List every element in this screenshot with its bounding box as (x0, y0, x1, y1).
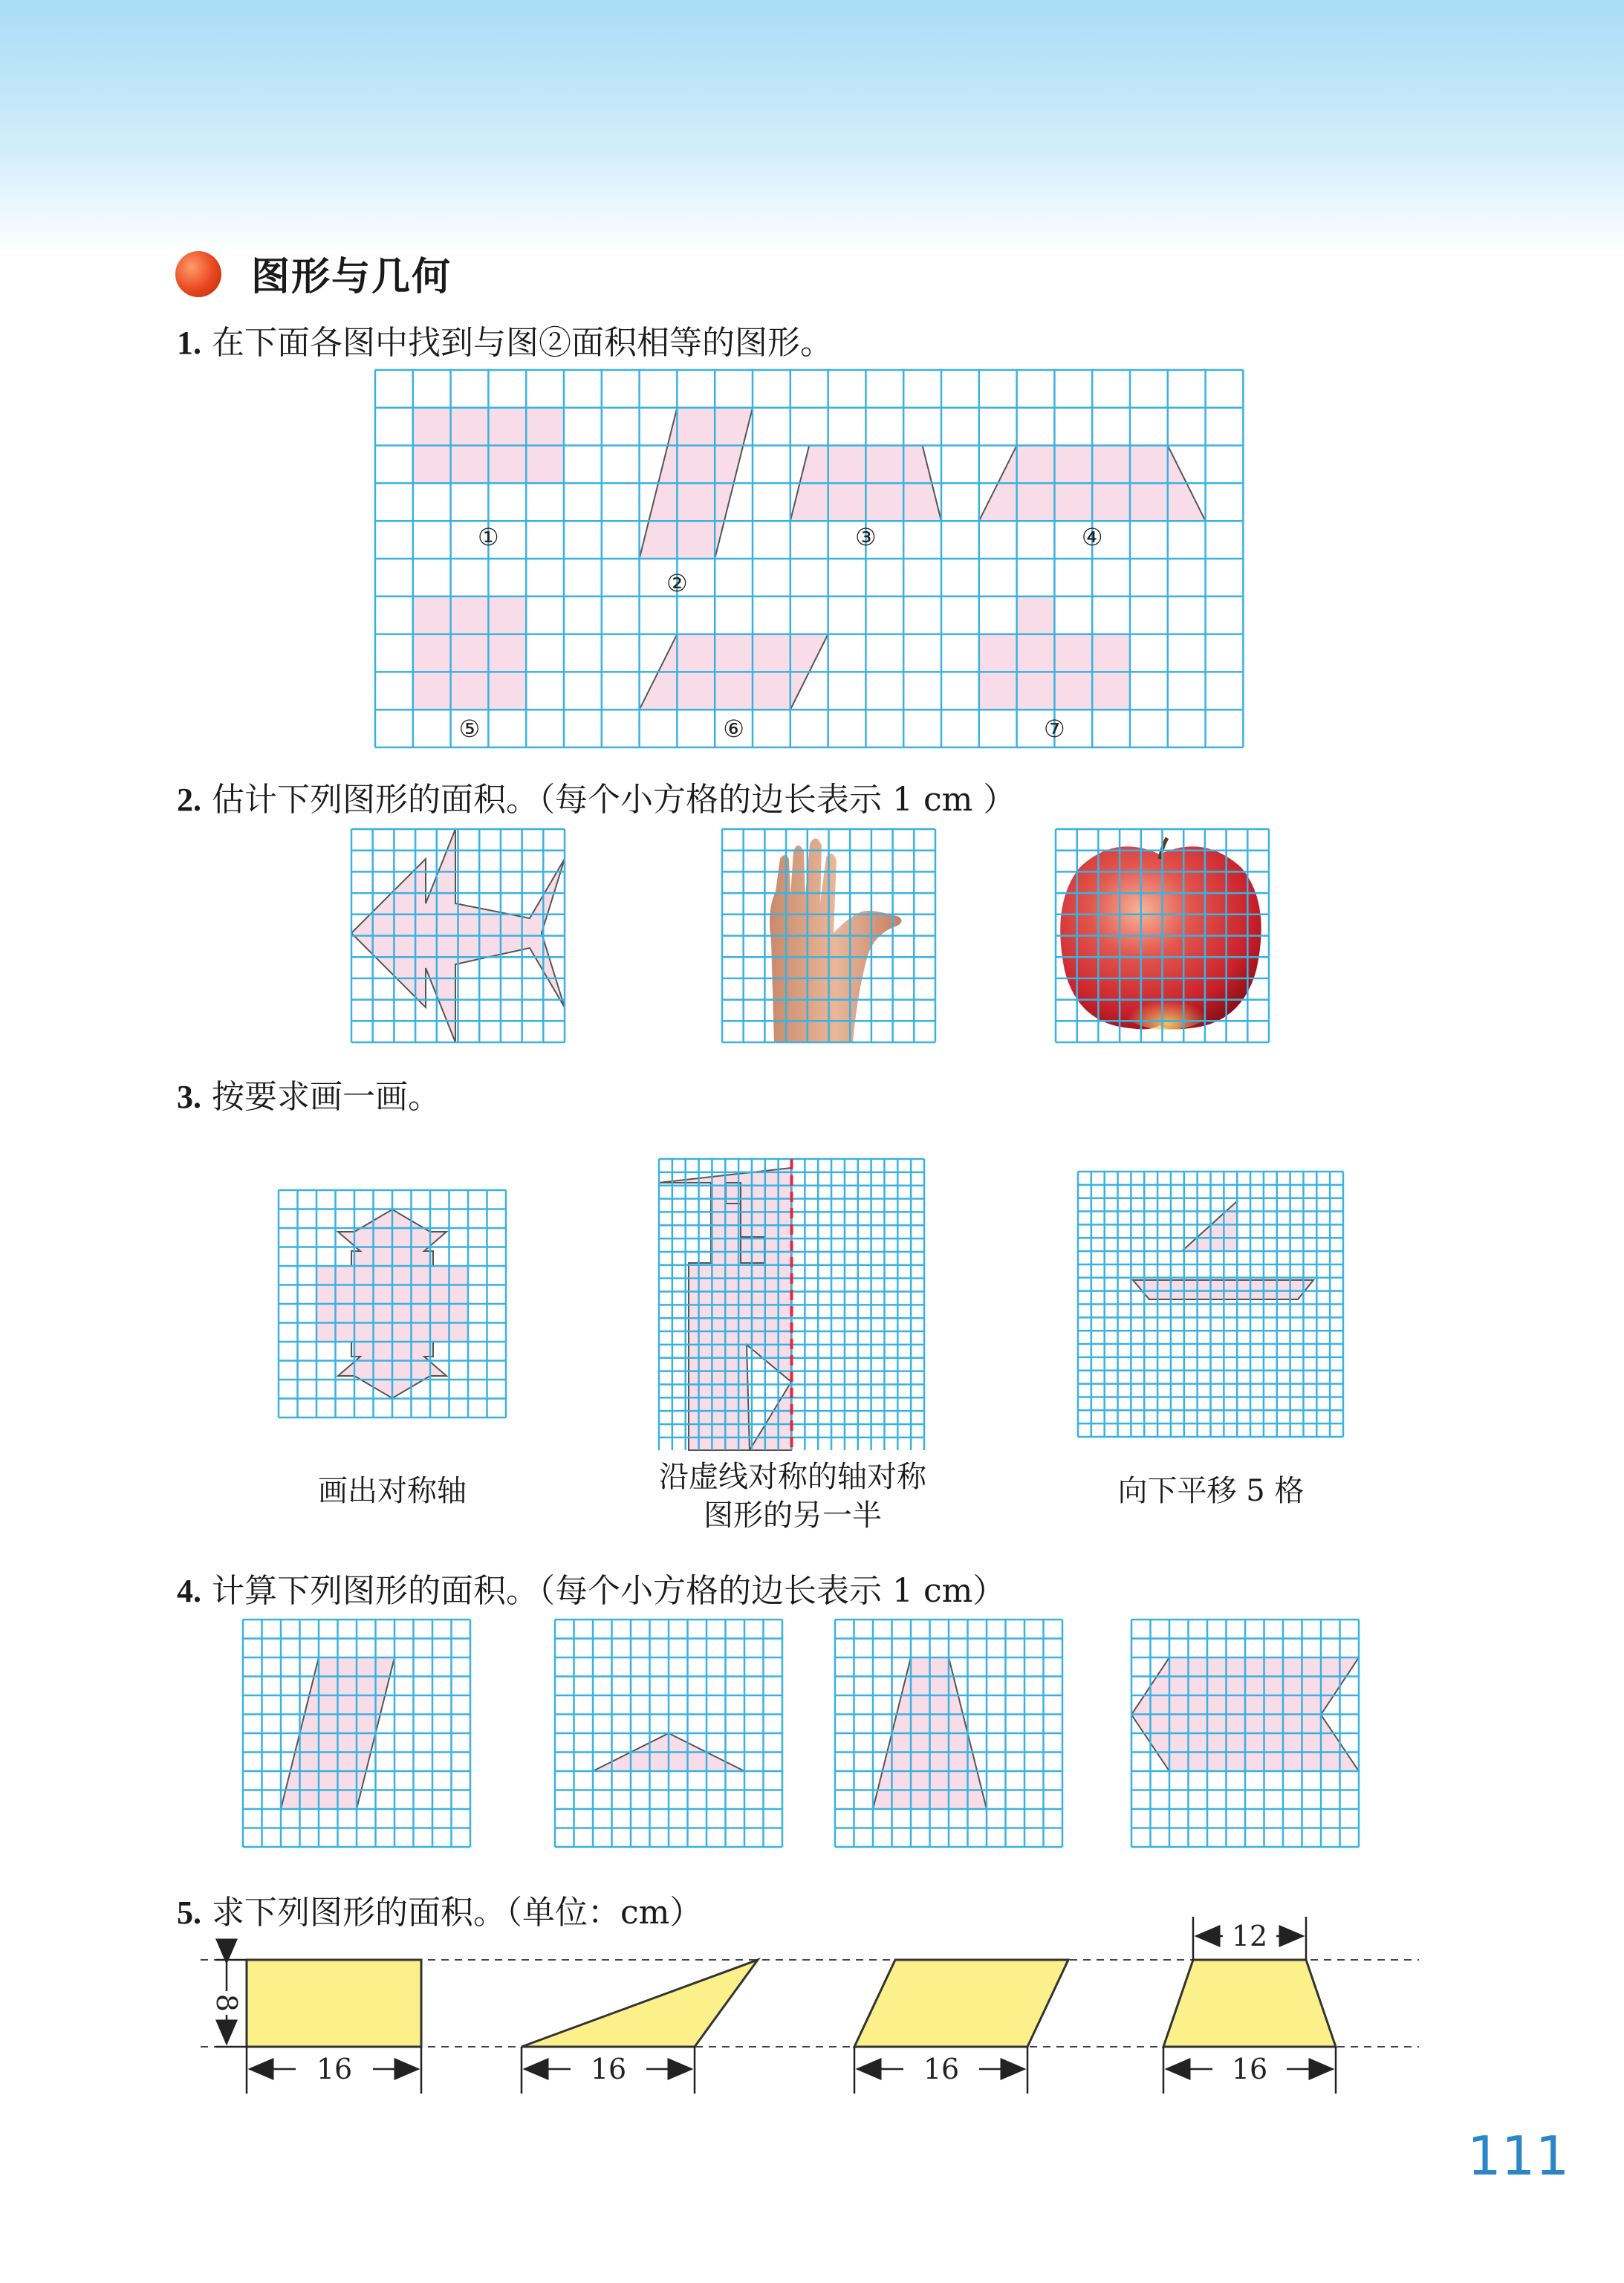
section-title: 图形与几何 (251, 255, 452, 299)
question-2-number: 2. (177, 782, 201, 818)
q5-trapezoid (1163, 1960, 1336, 2047)
hand-gridlines (722, 829, 935, 1042)
question-1-number: 1. (177, 325, 201, 361)
base-label-4: 16 (1231, 2053, 1268, 2085)
q3-half-figure (659, 1159, 924, 1450)
question-3 (177, 1070, 441, 1117)
q4-figure-1 (243, 1620, 470, 1847)
label-5: ⑤ (458, 715, 481, 743)
label-2: ② (666, 569, 688, 597)
label-1: ① (478, 523, 499, 551)
question-1 (177, 316, 833, 363)
q5-figures (201, 1917, 1434, 2102)
q4-figure-2 (555, 1620, 782, 1847)
question-2-text: 估计下列图形的面积。（每个小方格的边长表示 1 cm ） (212, 781, 1016, 819)
q5-rectangle (247, 1960, 421, 2047)
question-1-text: 在下面各图中找到与图②面积相等的图形。 (212, 324, 833, 362)
label-6: ⑥ (723, 715, 744, 743)
q4-figure-4 (1131, 1620, 1359, 1847)
fish-gridlines (351, 829, 565, 1042)
caption-translate-down: 向下平移 5 格 (1117, 1474, 1305, 1508)
base-label-3: 16 (923, 2053, 960, 2085)
top-label: 12 (1231, 1920, 1268, 1952)
base-label-2: 16 (590, 2053, 627, 2085)
shape-5-square (413, 597, 526, 709)
caption-draw-axis: 画出对称轴 (318, 1474, 467, 1508)
header-band (0, 0, 1624, 253)
question-5-text: 求下列图形的面积。（单位：cm） (212, 1894, 703, 1932)
question-4-text: 计算下列图形的面积。（每个小方格的边长表示 1 cm） (212, 1572, 1006, 1610)
q2-fish-figure (351, 829, 565, 1042)
q1-grid-figure (375, 370, 1246, 750)
question-3-text: 按要求画一画。 (212, 1078, 441, 1116)
height-label: 8 (210, 1993, 243, 2013)
symmetry-gridlines (279, 1190, 506, 1417)
question-2 (177, 773, 1016, 820)
base-label-1: 16 (316, 2053, 353, 2085)
label-7: ⑦ (1044, 715, 1065, 743)
q4-figure-3 (835, 1620, 1062, 1847)
label-3: ③ (855, 523, 877, 551)
q5-parallelogram (854, 1960, 1068, 2047)
q2-apple-figure (1056, 829, 1269, 1042)
question-4-number: 4. (177, 1573, 201, 1609)
q2-hand-figure (722, 829, 935, 1042)
page-number: 111 (1467, 2125, 1570, 2187)
sail-shape (1182, 1201, 1237, 1251)
hand-image (770, 838, 902, 1042)
translate-gridlines (1078, 1172, 1343, 1437)
section-bullet-icon (175, 251, 221, 297)
label-4: ④ (1081, 523, 1103, 551)
caption-draw-other-half: 沿虚线对称的轴对称图形的另一半 (659, 1460, 926, 1533)
q3-translate-figure (1078, 1172, 1343, 1437)
question-4 (177, 1564, 1005, 1611)
q3-symmetry-axis-figure (279, 1190, 506, 1417)
question-3-number: 3. (177, 1079, 201, 1115)
q5-triangle (522, 1960, 758, 2047)
question-5-number: 5. (177, 1894, 201, 1931)
